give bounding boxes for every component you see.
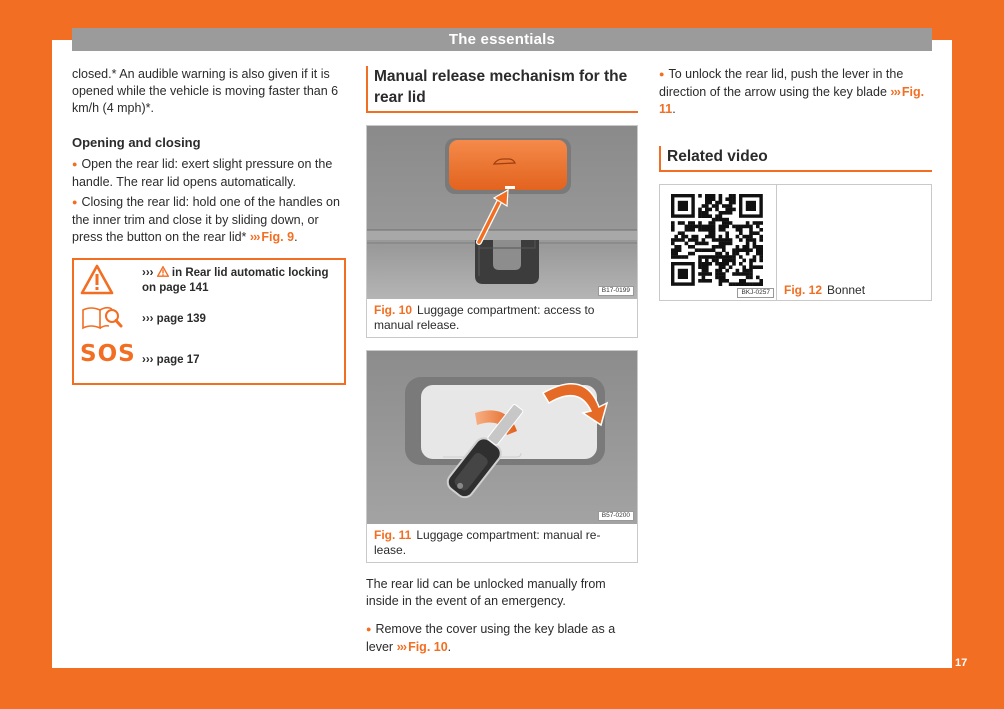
- figure-11: [366, 350, 638, 563]
- warning-link-text: in Rear lid automatic locking on page 141: [142, 267, 329, 294]
- bullet-remove-cover: [366, 621, 638, 656]
- page-number: 17: [955, 657, 968, 669]
- column-right: [659, 66, 932, 301]
- fig11-link-text: Fig. 11: [659, 85, 925, 116]
- sos-icon: SOS: [80, 341, 136, 367]
- fig9-link-text: Fig. 9: [261, 230, 295, 244]
- column-left: [72, 66, 346, 385]
- qr-code-image[interactable]: [660, 185, 777, 300]
- fig11-image: [367, 351, 637, 524]
- warning-link-arrows: ›››: [142, 267, 154, 279]
- small-warning-icon: [157, 266, 169, 277]
- qr-code-icon: [660, 185, 776, 300]
- intro-paragraph: closed.* An audible warning is also given if it is opened while the vehicle is moving faster than 6 km/h (4 mph)*.: [72, 67, 339, 115]
- bullet-open-lid-text: Open the rear lid: exert slight pressure on the handle. The rear lid opens automatically.: [72, 157, 333, 189]
- warning-icon: [80, 264, 114, 301]
- figure-10: [366, 125, 638, 338]
- emergency-paragraph: The rear lid can be unlocked manually from inside in the event of an emergency.: [366, 577, 606, 608]
- link-arrows: ›››: [890, 85, 900, 99]
- fig10-link[interactable]: [397, 640, 448, 654]
- fig10-caption: [367, 299, 637, 337]
- period: .: [672, 102, 676, 116]
- link-arrows: ›››: [249, 230, 260, 244]
- column-middle: [366, 66, 638, 673]
- fig11-label: Fig. 11: [374, 528, 412, 542]
- link-arrows: ›››: [396, 640, 407, 654]
- bullet-unlock-lid: [659, 66, 932, 118]
- fig10-code: B17-0199: [598, 286, 634, 296]
- bullet-unlock-lid-text: To unlock the rear lid, push the lever in the direction of the arrow using the key blade: [659, 67, 904, 99]
- fig9-link[interactable]: [250, 230, 294, 244]
- book-search-icon: [80, 304, 124, 337]
- bullet-close-lid: [72, 194, 346, 246]
- page-header: The essentials: [72, 28, 932, 51]
- fig12-caption: [784, 282, 865, 299]
- bullet-open-lid: [72, 156, 346, 191]
- period: .: [294, 230, 298, 244]
- fig11-caption-text: Luggage compartment: manual re-lease.: [374, 528, 601, 557]
- qr-code-label: BKJ-0257: [737, 288, 774, 298]
- fig12-label: Fig. 12: [784, 283, 823, 297]
- related-video-title: Related video: [659, 146, 932, 172]
- fig10-image: [367, 126, 637, 299]
- sos-link[interactable]: ››› page 17: [142, 354, 200, 366]
- bullet-close-lid-text: Closing the rear lid: hold one of the handles on the inner trim and close it by sliding down, or press the button on the rear lid*: [72, 195, 340, 244]
- fig10-label: Fig. 10: [374, 303, 413, 317]
- fig10-link-text: Fig. 10: [408, 640, 448, 654]
- warning-link[interactable]: [142, 266, 342, 296]
- figure-12: [659, 184, 932, 301]
- fig12-caption-text: Bonnet: [827, 283, 866, 297]
- fig10-caption-text: Luggage compartment: access to manual release.: [374, 303, 595, 332]
- opening-closing-heading: Opening and closing: [72, 135, 201, 150]
- bullet-remove-cover-text: Remove the cover using the key blade as a lever: [366, 622, 616, 654]
- manual-release-title: Manual release mechanism for the rear lid: [366, 66, 638, 113]
- fig11-caption: [367, 524, 637, 562]
- fig11-code: B57-0200: [598, 511, 634, 521]
- notice-box: [72, 258, 346, 385]
- book-link[interactable]: ››› page 139: [142, 313, 206, 325]
- period: .: [447, 640, 452, 654]
